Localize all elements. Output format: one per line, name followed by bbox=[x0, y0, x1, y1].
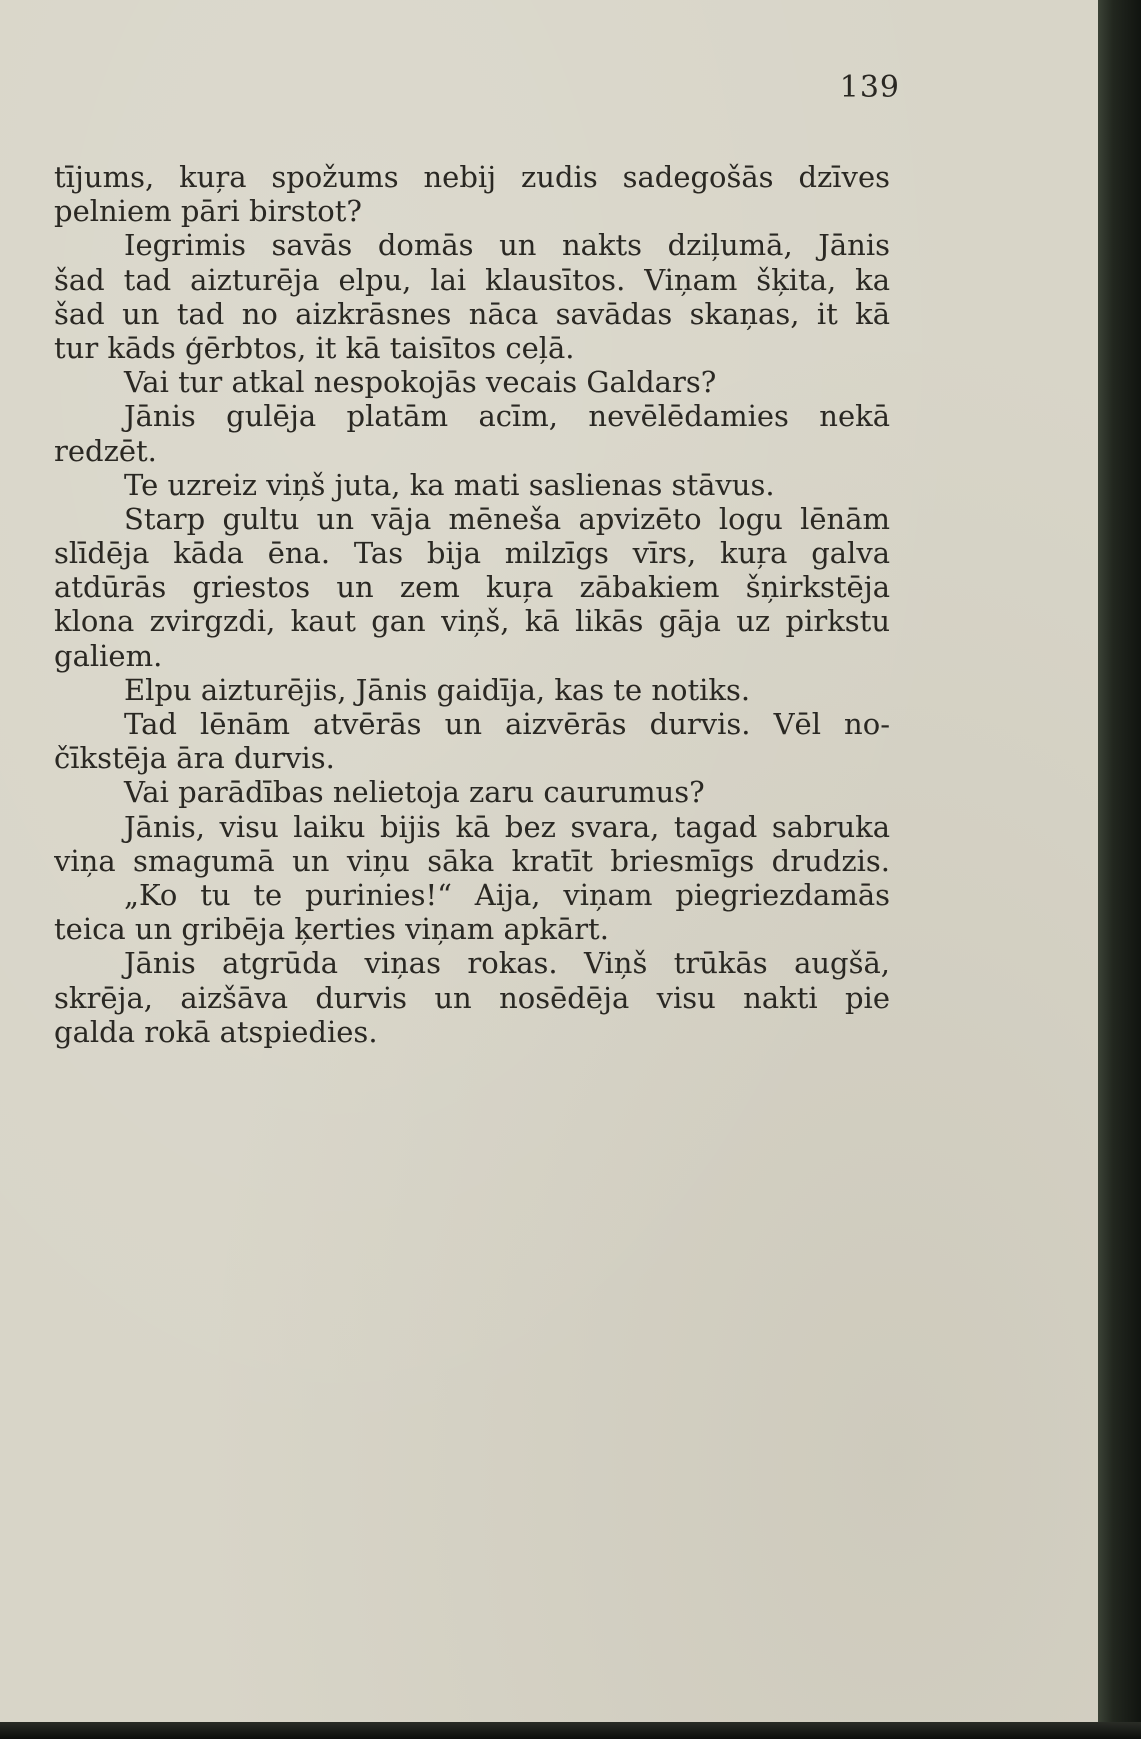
text-line: šad un tad no aizkrāsnes nāca savādas skaņas, it kā bbox=[54, 296, 890, 331]
text-line: galda rokā atspiedies. bbox=[54, 1014, 378, 1049]
text-line: Te uzreiz viņš juta, ka mati saslienas stāvus. bbox=[124, 467, 775, 502]
text-line: tur kāds ģērbtos, it kā taisītos ceļā. bbox=[54, 330, 575, 365]
text-line: skrēja, aizšāva durvis un nosēdēja visu nakti pie bbox=[54, 980, 890, 1015]
text-line: redzēt. bbox=[54, 433, 157, 468]
text-line: atdūrās griestos un zem kuŗa zābakiem šņirkstēja bbox=[54, 570, 890, 605]
text-line: Jānis gulēja platām acīm, nevēlēdamies nekā bbox=[124, 399, 890, 434]
text-line: Jānis atgrūda viņas rokas. Viņš trūkās augšā, bbox=[124, 946, 890, 981]
text-line: viņa smagumā un viņu sāka kratīt briesmīgs drudzis. bbox=[54, 843, 890, 878]
text-line: Iegrimis savās domās un nakts dziļumā, Jānis bbox=[124, 228, 890, 263]
text-line: Elpu aizturējis, Jānis gaidīja, kas te notiks. bbox=[124, 672, 751, 707]
text-line: čīkstēja āra durvis. bbox=[54, 741, 335, 776]
text-line: tījums, kuŗa spožums nebij zudis sadegošās dzīves bbox=[54, 160, 890, 194]
body-text bbox=[54, 160, 890, 1049]
text-line: Vai tur atkal nespokojās vecais Galdars? bbox=[124, 365, 717, 400]
text-line: Vai parādības nelietoja zaru caurumus? bbox=[124, 775, 705, 810]
text-line: pelniem pāri birstot? bbox=[54, 194, 362, 229]
text-line: galiem. bbox=[54, 638, 163, 673]
text-line: teica un gribēja ķerties viņam apkārt. bbox=[54, 912, 609, 947]
page-number: 139 bbox=[839, 70, 900, 105]
text-line: Starp gultu un vāja mēneša apvizēto logu lēnām bbox=[124, 501, 890, 536]
text-line: klona zvirgzdi, kaut gan viņš, kā likās gāja uz pirkstu bbox=[54, 604, 890, 639]
text-line: Jānis, visu laiku bijis kā bez svara, tagad sabruka bbox=[124, 809, 890, 844]
text-line: „Ko tu te purinies!“ Aija, viņam piegriezdamās bbox=[124, 877, 890, 912]
text-line: slīdēja kāda ēna. Tas bija milzīgs vīrs, kuŗa galva bbox=[54, 536, 890, 571]
scan-bottom-edge bbox=[0, 1722, 1141, 1739]
text-line: šad tad aizturēja elpu, lai klausītos. Viņam šķita, ka bbox=[54, 262, 890, 297]
book-spine-edge bbox=[1098, 0, 1141, 1739]
text-line: Tad lēnām atvērās un aizvērās durvis. Vēl no- bbox=[124, 707, 890, 741]
